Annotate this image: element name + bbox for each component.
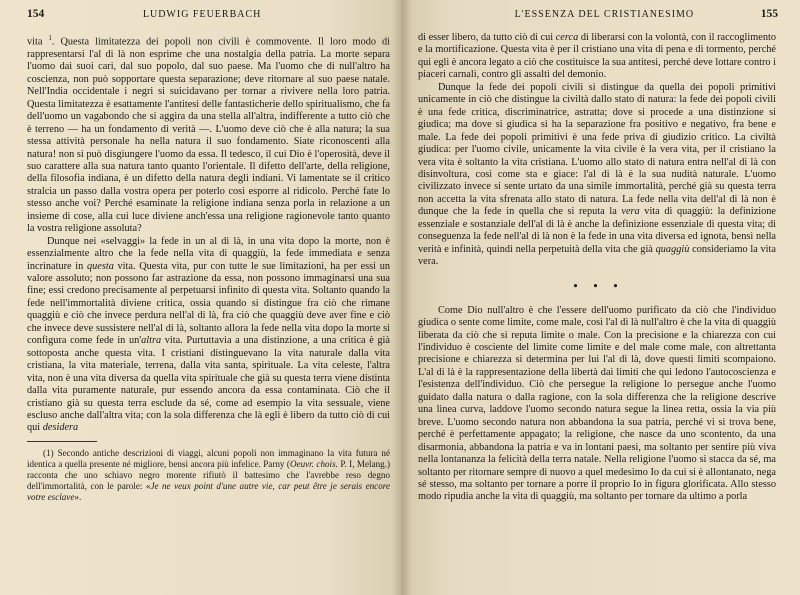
body-paragraph: Dunque la fede dei popoli civili si distingue da quella dei popoli primitivi unicamente in ciò che distingue la civiltà dallo stato di natura: la fede dei popoli civili è una fede critica, discriminatrice, astratta; dove si procede a una distinzione si giudica; ma dove si giudica si ha la separazione fra positivo e negativo, fra bene e male. La fede dei popoli primitivi è una fede priva di giudizio critico. La civiltà giudica: per l'uomo civile, unicamente la vita civile è la vera vita, per il cristiano la vera vita è soltanto la vita cristiana. L'uomo allo stato di natura entra nell'al di là con disinvoltura, così come sta e giace: l'al di là è la sua nudità naturale. L'uomo civilizzato invece si sente urtato da una simile immortalità, perché già su questa terra non accetta la vita sfrenata allo stato di natura. La fede nella vita dell'al di là non è dunque che la fede in quella che si reputa la vera vita di quaggiù: la definizione essenziale e sostanziale dell'al di là è anche la definizione essenziale di questa vita; di conseguenza la fede nell'al di là non è la fede in una vita diversa ed ignota, bensì nella verità e infinità, quindi nella perpetuità della vita che già quaggiù consideriamo la vita vera. [418,81,776,268]
section-ornament: • • • [572,279,624,293]
right-page-number: 155 [760,8,778,20]
footnote [27,448,390,503]
footnote-paragraph: (1) Secondo antiche descrizioni di viaggi, alcuni popoli non immaginano la vita futura né identica a quella presente né migliore, bensì ancora più infelice. Parny (Oeuvr. chois. P. I, Melang.) racconta che uno schiavo negro morente rifiutò il battesimo che l'avrebbe reso degno dell'immortalità, con le parole: «Je ne veux point d'une autre vie, car peut être je serais encore votre esclave». [27,447,391,502]
body-paragraph: di esser libero, da tutto ciò di cui cerca di liberarsi con la volontà, con il raccoglimento e la mortificazione. Questa vita è per il cristiano una vita di pena e di tormento, perché qui egli è ancora legato a ciò che costituisce la sua antitesi, perché deve lottare contro i piaceri carnali, contro gli assalti del demonio. [418,32,776,81]
right-running-head [418,8,778,32]
body-paragraph: Come Dio null'altro è che l'essere dell'uomo purificato da ciò che l'individuo giudica o sente come limite, come male, così l'al di là null'altro è che la vita di quaggiù liberata da ciò che si reputa limite o male. Con la precisione e la chiarezza con cui l'individuo è cosciente del limite come limite e del male come male, con altrettanta precisione e chiarezza si determina per lui l'al di là, dove questi limiti scompaiono. L'al di là è la rappresentazione della libertà dai limiti che qui ledono l'autocoscienza e l'esistenza dell'individuo. Ciò che persegue la religione lo persegue anche l'uomo guidato dalla natura o dalla ragione, con la sola differenza che la religione descrive una linea curva, laddove l'uomo secondo natura segue la linea retta, ossia la via più breve. L'uomo secondo natura non abbandona la sua patria, perché vi si trova bene, perché è perfettamente appagato; la religione, che nasce da uno scontento, da una disarmonia, abbandona la patria e va in lontani paesi, ma soltanto per sentire più viva nella lontananza la felicità della terra natale. Nella religione l'uomo si stacca da sé, ma soltanto per ritornare sempre di nuovo a quel medesimo Io da cui si è allontanato, nega sé stesso, ma soltanto per tornare a porre il proprio Io in figura glorificata. Allo stesso modo ripudia anche la vita di quaggiù, ma soltanto per tornare da ultimo a porla [418,304,776,503]
right-running-title: L'ESSENZA DEL CRISTIANESIMO [514,9,695,20]
left-body-text [27,32,390,435]
left-gutter-shadow [392,0,402,595]
right-page [402,0,800,595]
right-body-text-before [418,32,776,269]
body-paragraph: vita $^1$. Questa limitatezza dei popoli non civili è commovente. Il loro modo di rappresentarsi l'al di là non esprime che una nostalgia della patria. La morte separa l'uomo dai suoi cari, dal suo popolo, dal suo paese. Ma l'uomo che di null'altro ha coscienza, non può sopportare questa separazione; deve ritornare al suo paese natale. Nell'India occidentale i negri si suicidavano per tornar a rivivere nella loro patria. Questa limitatezza è esattamente l'antitesi delle fantasticherie dello spiritualismo, che fa dell'uomo un vagabondo che si aggira da una stella all'altra, indifferente a tutto ciò che è terreno — ha un fondamento di verità —. L'uomo deve ciò che è alla natura; la sua stessa attività personale ha nella natura il suo fondamento. Siate riconoscenti alla natura! non si può disgiungere l'uomo da essa. Il tedesco, il cui Dio è l'operosità, deve il suo carattere alla sua natura tanto quanto l'orientale. Il difetto dell'arte, della religione, della filosofia indiana, è un difetto della natura degli indiani. Vi lamentate se il critico stralcia un passo dalla vostra opera per poterlo così esporre al ridicolo. Perché fate lo stesso anche voi? Perché esaminate la religione indiana senza porla in relazione a un insieme di cose, alla cui luce diviene anch'essa una religione ragionevole tanto quanto la vostra religione assoluta? [27,34,390,235]
left-page-number: 154 [27,8,45,20]
right-gutter-shadow [402,0,412,595]
left-running-title: LUDWIG FEUERBACH [142,9,262,20]
left-running-head [27,8,390,32]
right-body-text-after [418,305,776,504]
body-paragraph: Dunque nei «selvaggi» la fede in un al di là, in una vita dopo la morte, non è essenzialmente altro che la fede nella vita di quaggiù, la fede immediata e senza incrinature in questa vita. Questa vita, pur con tutte le sue limitazioni, ha per essi un valore assoluto; non possono far astrazione da essa, non possono immaginarsi una sua fine; essi credono precisamente al perpetuarsi infinito di questa vita. Soltanto quando la fede nell'immortalità diviene critica, ossia quando si distingue fra ciò che rimane quaggiù e ciò che invece perdura nell'al di là, fra ciò che quaggiù deve aver fine e ciò che invece deve sussistere nell'al di là, soltanto allora la fede nella vita dopo la morte si configura come fede in un'altra vita. Purtuttavia a una distinzione, a una critica è già sottoposta anche questa vita. I cristiani distinguevano la vita naturale dalla vita cristiana, la vita materiale, terrena, dalla vita santa, spirituale. La vita celeste, l'altra vita, non è una vita diversa da quella vita spirituale che già su questa terra viene distinta dalla vita puramente naturale, pur essendo ancora da essa contaminata. Ciò che il cristiano già su questa terra esclude da sé, come ad esempio la vita sessuale, viene escluso anche dall'altra vita; con la sola differenza che là egli è libero da tutto ciò di cui qui desidera [27,235,390,434]
footnote-rule [27,441,97,442]
